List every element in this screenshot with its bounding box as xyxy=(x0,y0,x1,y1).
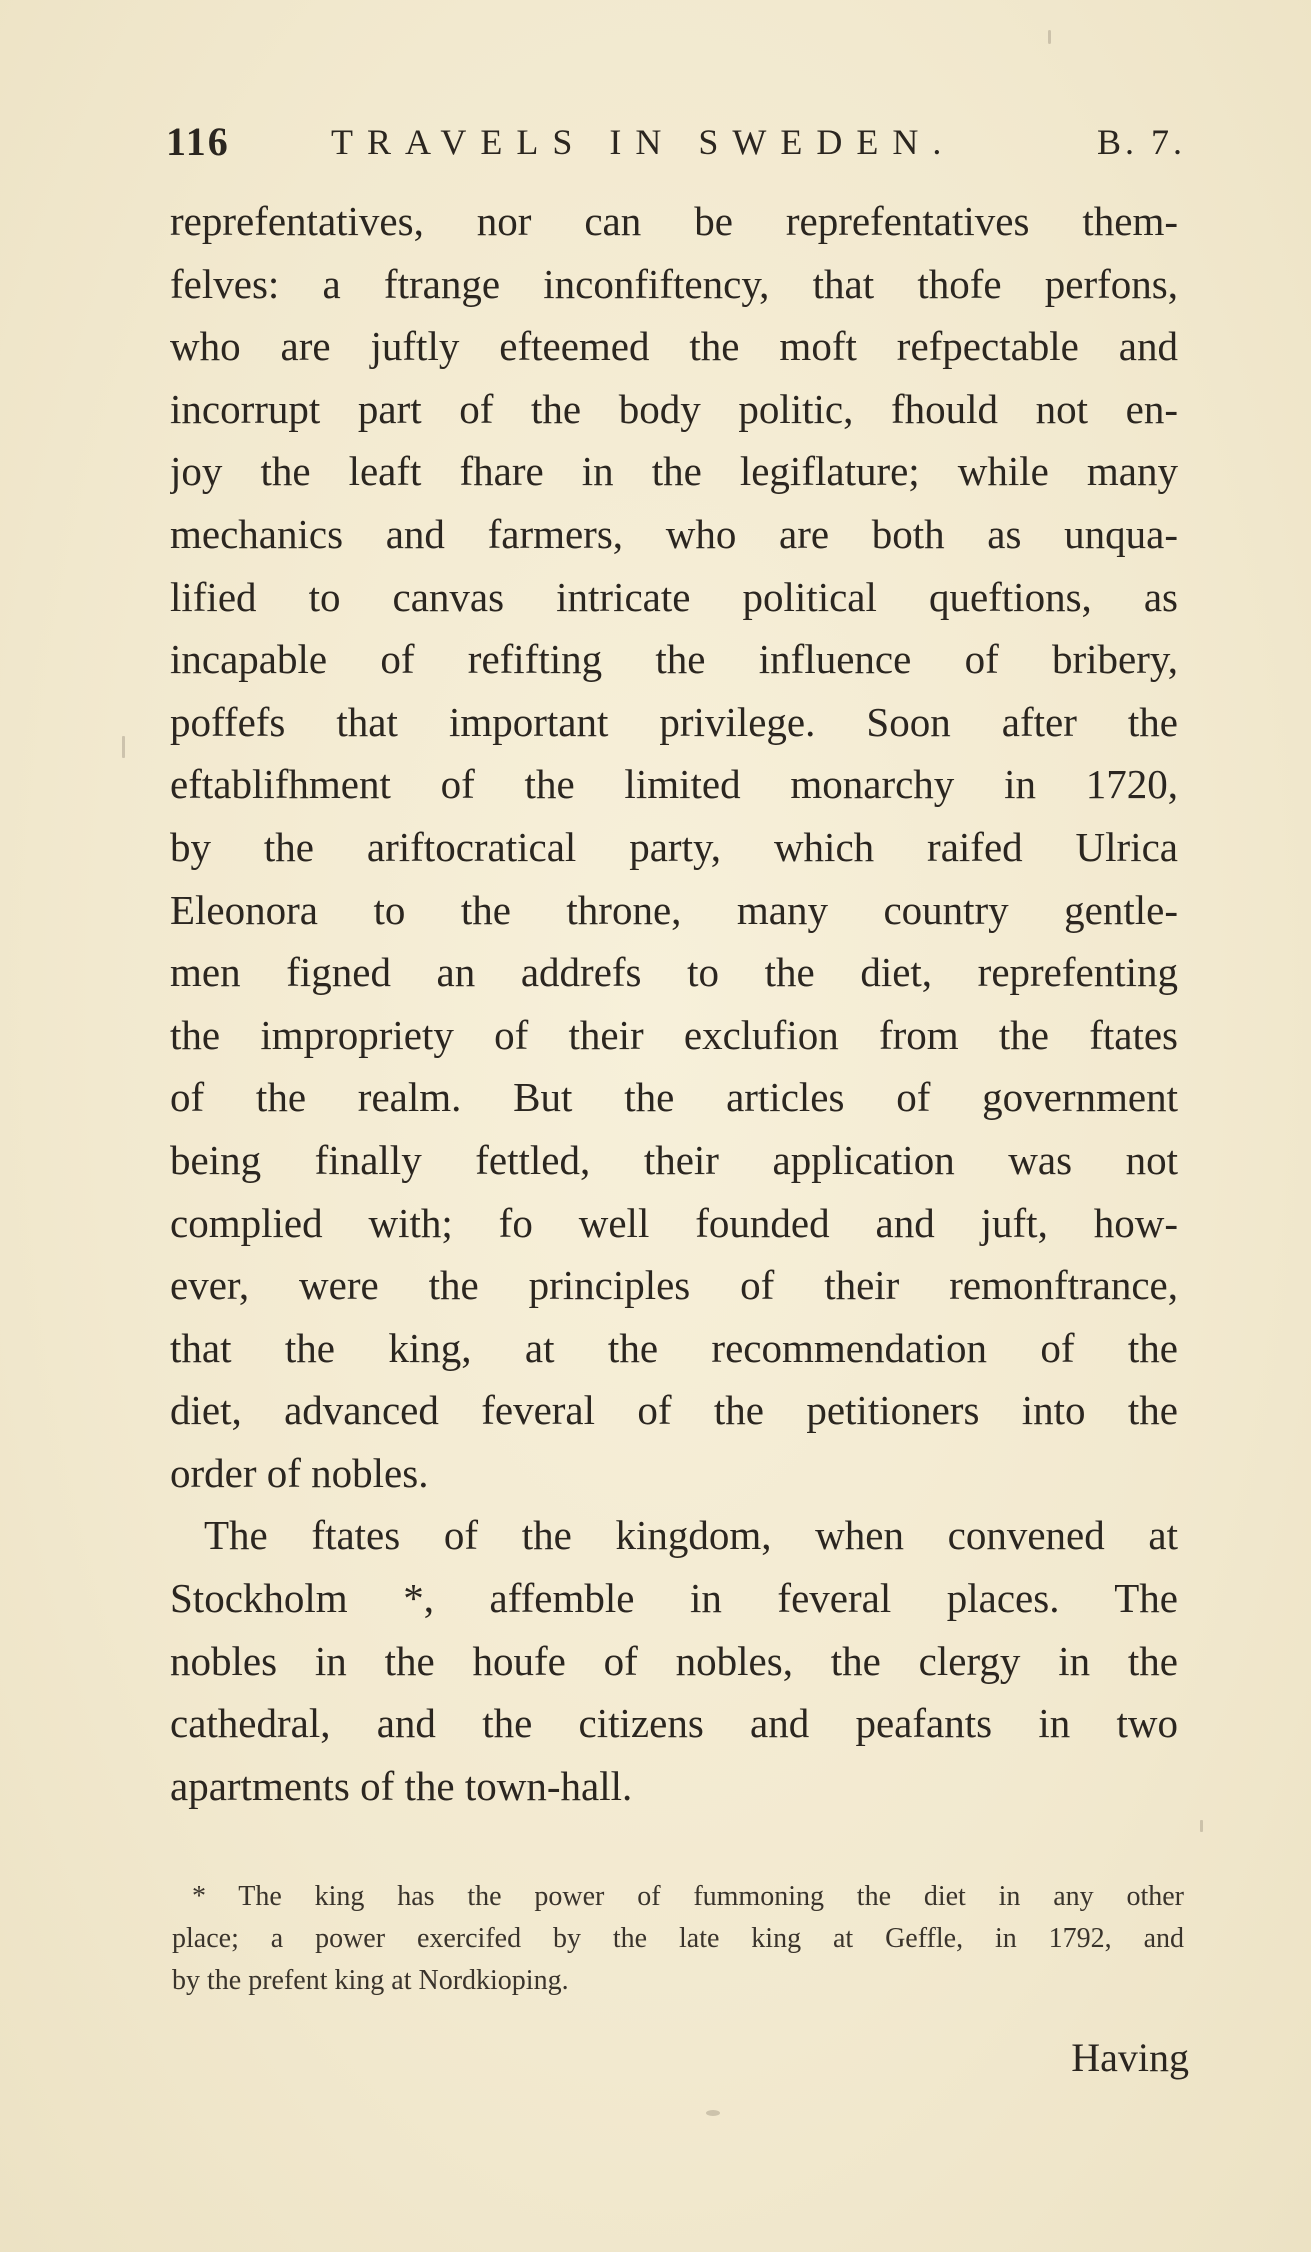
footnote-line: * The king has the power of fummoning the diet in any other xyxy=(192,1881,1184,1912)
text-line: complied with; fo well founded and juft, how- xyxy=(170,1199,1178,1246)
text-line: cathedral, and the citizens and peafants in two xyxy=(170,1700,1178,1747)
text-line: eftablifhment of the limited monarchy in 1720, xyxy=(170,761,1178,808)
text-line: mechanics and farmers, who are both as unqua- xyxy=(170,510,1178,557)
text-line: nobles in the houfe of nobles, the clergy in the xyxy=(170,1637,1178,1684)
running-title: TRAVELS IN SWEDEN. xyxy=(331,122,956,162)
text-line: being finally fettled, their application was not xyxy=(170,1136,1178,1183)
text-line: that the king, at the recommendation of the xyxy=(170,1324,1178,1371)
text-line: joy the leaft fhare in the legiflature; while many xyxy=(170,448,1178,495)
text-line: diet, advanced feveral of the petitioners into the xyxy=(170,1387,1178,1434)
text-line: Stockholm *, affemble in feveral places. The xyxy=(170,1575,1178,1622)
text-line: Eleonora to the throne, many country gentle- xyxy=(170,886,1178,933)
text-line: who are juftly efteemed the moft refpectable and xyxy=(170,323,1178,370)
footnote xyxy=(172,1876,1184,2002)
text-line: felves: a ftrange inconfiftency, that thofe perfons, xyxy=(170,260,1178,307)
text-line: the impropriety of their exclufion from the ftates xyxy=(170,1011,1178,1058)
running-header xyxy=(166,112,1186,172)
paper-speck xyxy=(1200,1820,1203,1832)
paper-speck xyxy=(706,2110,720,2116)
catchword: Having xyxy=(1071,2035,1189,2080)
paragraph-start-line: The ftates of the kingdom, when convened at xyxy=(204,1512,1178,1559)
body-text xyxy=(170,190,1178,1817)
footnote-line: by the prefent king at Nordkioping. xyxy=(172,1965,569,1996)
paper-speck xyxy=(1048,30,1051,44)
text-line: men figned an addrefs to the diet, reprefenting xyxy=(170,949,1178,996)
footnote-line: place; a power exercifed by the late king at Geffle, in 1792, and xyxy=(172,1923,1184,1954)
text-line: ever, were the principles of their remonftrance, xyxy=(170,1262,1178,1309)
text-line: incorrupt part of the body politic, fhould not en- xyxy=(170,385,1178,432)
paper-speck xyxy=(122,736,125,758)
text-line: poffefs that important privilege. Soon after the xyxy=(170,698,1178,745)
chapter-marker: B. 7. xyxy=(1096,122,1186,162)
text-line: incapable of refifting the influence of bribery, xyxy=(170,636,1178,683)
page-number: 116 xyxy=(166,119,230,164)
text-line: by the ariftocratical party, which raifed Ulrica xyxy=(170,823,1178,870)
text-line: apartments of the town-hall. xyxy=(170,1762,633,1809)
text-line: reprefentatives, nor can be reprefentatives them- xyxy=(170,198,1178,244)
text-line: lified to canvas intricate political queftions, as xyxy=(170,573,1178,620)
text-line: order of nobles. xyxy=(170,1449,429,1496)
text-line: of the realm. But the articles of government xyxy=(170,1074,1178,1121)
